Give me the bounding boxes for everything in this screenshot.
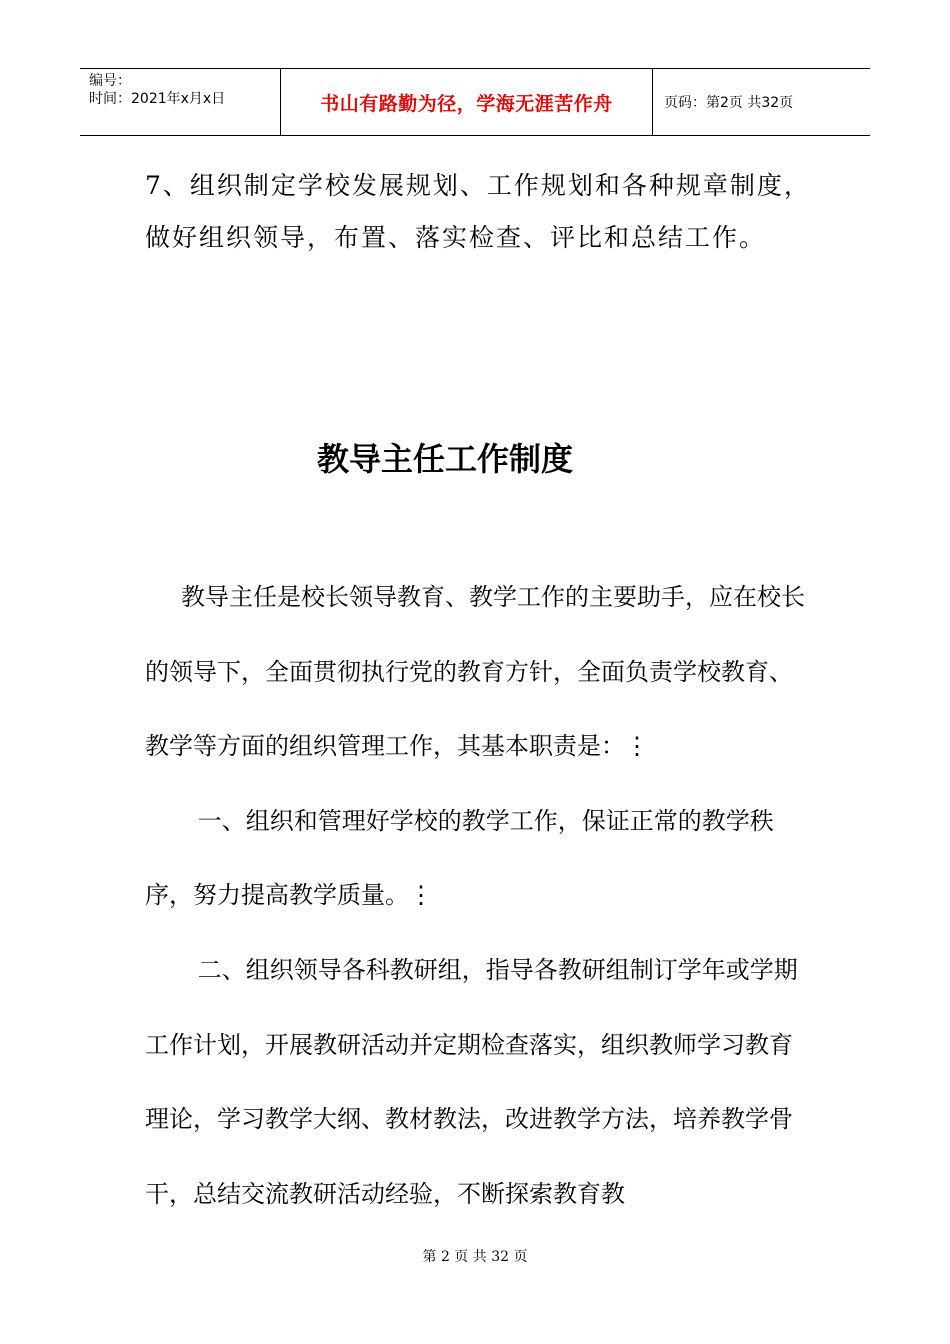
motto-text: 书山有路勤为径，学海无涯苦作舟 [320, 92, 613, 115]
item-7-paragraph: 7、组织制定学校发展规划、工作规划和各种规章制度，做好组织领导，布置、落实检查、评比和总结工作。 [145, 171, 811, 252]
header-motto-cell [281, 69, 653, 135]
header-page-cell [653, 69, 870, 135]
intro-paragraph: 教导主任是校长领导教育、教学工作的主要助手，应在校长的领导下，全面贯彻执行党的教育方针，全面负责学校教育、教学等方面的组织管理工作，其基本职责是：⋮ [145, 583, 805, 761]
date-label: 时间：2021年x月x日 [89, 91, 226, 107]
document-title: 教导主任工作制度 [316, 440, 573, 478]
point-two-paragraph: 二、组织领导各科教研组，指导各教研组制订学年或学期工作计划，开展教研活动并定期检查落实，组织教师学习教育理论，学习教学大纲、教材教法，改进教学方法，培养教学骨干，总结交流教研活动经验，不断探索教育教 [145, 955, 798, 1208]
serial-number-label: 编号： [89, 73, 131, 89]
point-one-paragraph: 一、组织和管理好学校的教学工作，保证正常的教学秩序，努力提高教学质量。⋮ [145, 806, 774, 910]
page-footer: 第 2 页 共 32 页 [422, 1249, 528, 1265]
page-number-label: 页码：第2页 共32页 [664, 95, 794, 111]
header-meta-cell [80, 69, 281, 135]
page-header [80, 68, 870, 136]
document-body [145, 560, 805, 1231]
